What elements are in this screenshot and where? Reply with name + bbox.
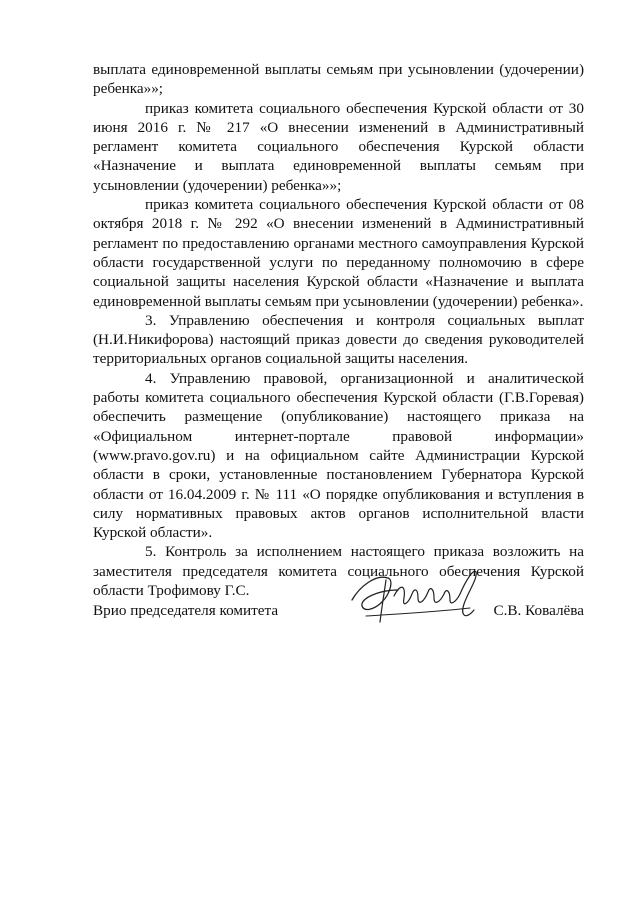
paragraph-order-292: приказ комитета социального обеспечения Курской области от 08 октября 2018 г. № 292 «О внесении изменений в Административный регламент по предоставлению органами местного самоуправления Курской области государственной услуги по переданному полномочию в сфере социальной защиты населения Курской области «Назначение и выплата единовременной выплаты семьям при усыновлении (удочерении) ребенка». xyxy=(93,196,584,310)
paragraph-order-217: приказ комитета социального обеспечения Курской области от 30 июня 2016 г. № 217 «О внесении изменений в Административный регламент комитета социального обеспечения Курской области «Назначение и выплата единовременной выплаты семьям при усыновлении (удочерении) ребенка»»; xyxy=(93,99,584,194)
signature-block xyxy=(93,560,584,640)
paragraph-item-5: 5. Контроль за исполнением настоящего приказа возложить на заместителя председателя комитета социального обеспечения Курской области Трофимову Г.С. xyxy=(93,543,584,600)
paragraph-item-3: 3. Управлению обеспечения и контроля социальных выплат (Н.И.Никифорова) настоящий приказ довести до сведения руководителей территориальных органов социальной защиты населения. xyxy=(93,311,584,368)
signer-title: Врио председателя комитета xyxy=(93,602,279,619)
signer-name: С.В. Ковалёва xyxy=(493,602,584,619)
paragraph-continuation: выплата единовременной выплаты семьям при усыновлении (удочерении) ребенка»»; xyxy=(93,61,584,98)
document-body xyxy=(93,60,584,600)
handwritten-signature xyxy=(346,560,496,632)
paragraph-item-4: 4. Управлению правовой, организационной и аналитической работы комитета социального обеспечения Курской области (Г.В.Горевая) обеспечить размещение (опубликование) настоящего приказа на «Официальном интернет-портале правовой информации» (www.pravo.gov.ru) и на официальном сайте Администрации Курской области в сроки, установленные постановлением Губернатора Курской области от 16.04.2009 г. № 111 «О порядке опубликования и вступления в силу нормативных правовых актов органов исполнительной власти Курской области». xyxy=(93,369,584,542)
